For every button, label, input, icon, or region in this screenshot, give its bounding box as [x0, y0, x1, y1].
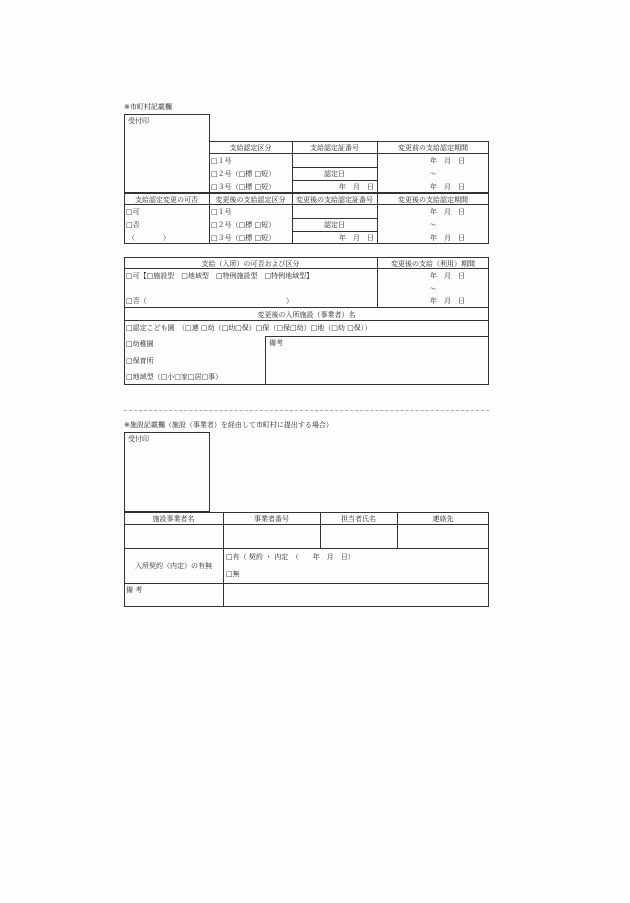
period-before-end: 年 月 日	[430, 183, 465, 191]
option-no2: □２号（□標 □短）	[211, 170, 276, 178]
option-after-no2: □２号（□標 □短）	[211, 221, 276, 229]
deny-line: □否（	[126, 297, 147, 305]
contract-label: 入所契約（内定）の有無	[135, 562, 212, 570]
cert-date-after-label: 認定日	[324, 221, 345, 229]
header-certification-category: 支給認定区分	[229, 144, 272, 152]
section1-title: ※市町村記載欄	[124, 103, 172, 111]
contract-yes: □有（ 契約 ・ 内定 （ 年 月 日）	[226, 553, 355, 561]
period-before-tilde: 〜	[429, 170, 437, 178]
usage-period-end: 年 月 日	[430, 297, 465, 305]
kodomoen-line: □認定こども園 （□連 □幼（□幼□保）□保（□保□幼）□地（□幼 □保））	[126, 324, 372, 332]
cert-date-ymd: 年 月 日	[339, 183, 374, 191]
header-permission: 支給（入所）の可否および区分	[201, 260, 300, 268]
facility-stamp-box	[124, 432, 210, 512]
nursery-option: □保育所	[126, 357, 154, 365]
cert-date-label: 認定日	[324, 170, 345, 178]
period-before-start: 年 月 日	[430, 157, 465, 165]
option-no1: □１号	[211, 157, 232, 165]
header-category-after: 変更後の支給認定区分	[215, 196, 286, 204]
remarks-label: 備考	[269, 339, 283, 347]
approval-no: □否	[126, 221, 140, 229]
reception-stamp-box	[124, 114, 210, 193]
period-after-start: 年 月 日	[430, 208, 465, 216]
header-certificate-number-after: 変更後の支給認定証番号	[296, 196, 373, 204]
header-contact-person: 担当者氏名	[341, 515, 376, 523]
usage-period-start: 年 月 日	[430, 272, 465, 280]
option-no3: □３号（□標 □短）	[211, 183, 276, 191]
approval-paren: （ ）	[128, 234, 170, 242]
section-divider	[124, 410, 489, 411]
header-facility-name: 施設事業者名	[152, 515, 195, 523]
header-change-approval: 支給認定変更の可否	[135, 196, 198, 204]
facility-header: 変更後の入所施設（事業者）名	[257, 311, 356, 319]
header-period-before: 変更前の支給認定期間	[398, 144, 468, 152]
cert-date-after-ymd: 年 月 日	[339, 234, 374, 242]
reception-stamp-label: 受付印	[128, 117, 149, 125]
header-operator-number: 事業者番号	[254, 515, 289, 523]
usage-period-tilde: 〜	[429, 285, 437, 293]
section3-title: ※施設記載欄（施設（事業者）を経由して市町村に提出する場合）	[124, 421, 333, 429]
header-period-after: 変更後の支給認定期間	[398, 196, 468, 204]
period-after-tilde: 〜	[429, 221, 437, 229]
community-option: □地域型（□小□家□居□事）	[126, 373, 223, 381]
deny-close: ）	[286, 297, 293, 305]
header-contact: 連絡先	[432, 515, 454, 523]
header-usage-period: 変更後の支給（利用）期間	[391, 260, 475, 268]
contract-no: □無	[226, 570, 240, 578]
header-certificate-number: 支給認定証番号	[310, 144, 359, 152]
approval-yes: □可	[126, 208, 140, 216]
option-after-no1: □１号	[211, 208, 232, 216]
option-after-no3: □３号（□標 □短）	[211, 234, 276, 242]
facility-stamp-label: 受付印	[128, 435, 149, 443]
kindergarten-option: □幼稚園	[126, 340, 154, 348]
permit-line: □可【□施設型 □地域型 □特例施設型 □特例地域型】	[126, 272, 314, 280]
facility-remarks-label: 備 考	[126, 586, 143, 594]
period-after-end: 年 月 日	[430, 234, 465, 242]
